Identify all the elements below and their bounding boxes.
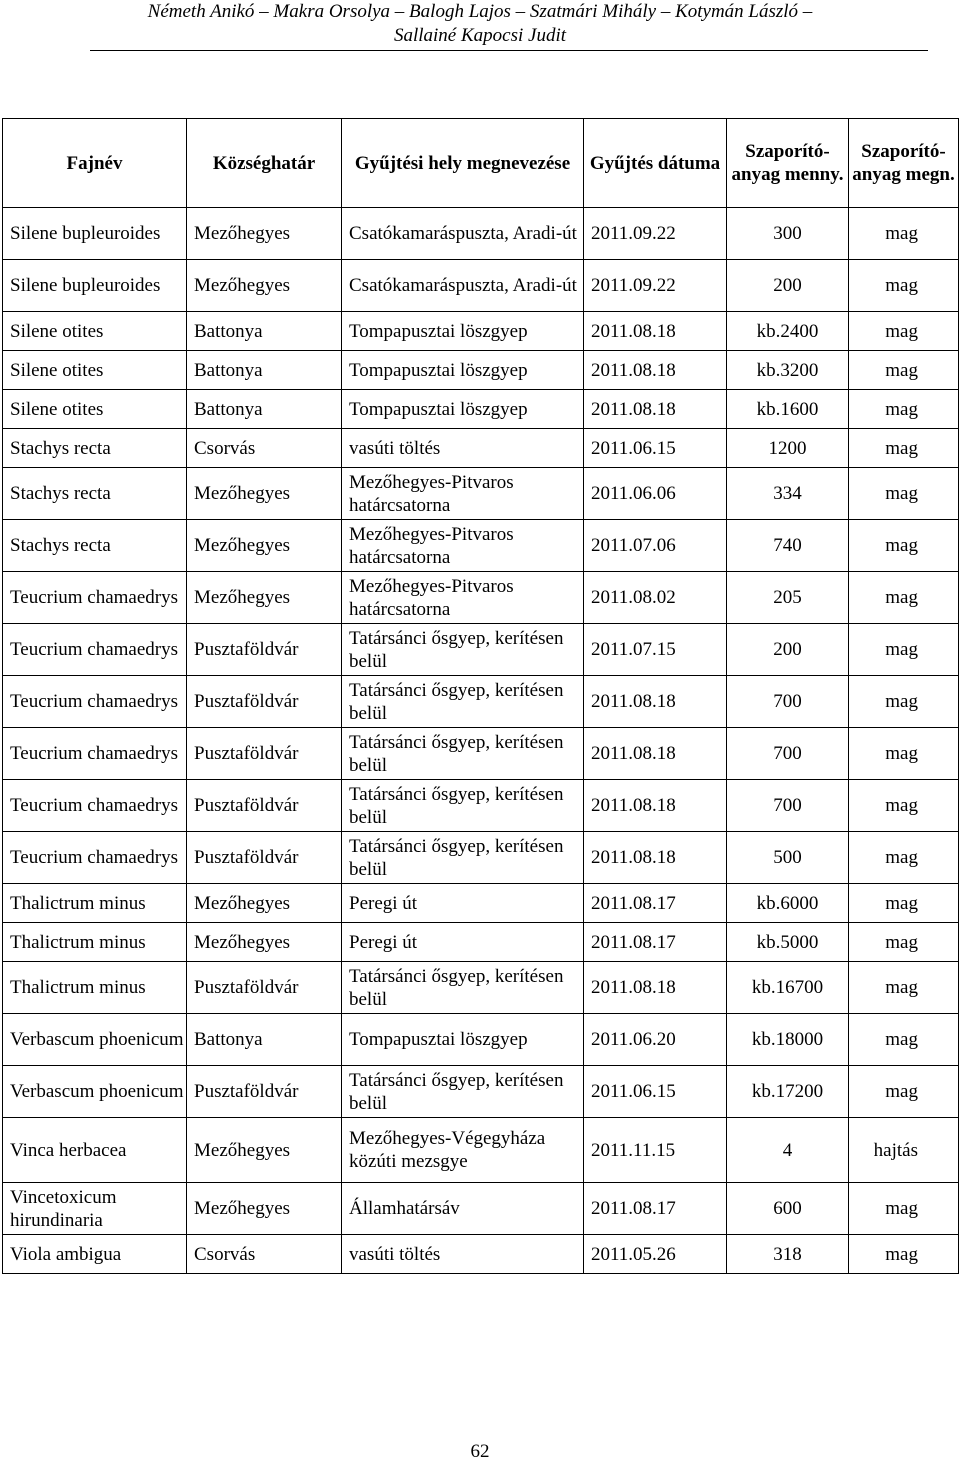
cell-site: Tatársánci ősgyep, kerítésen belül [342, 962, 584, 1014]
cell-date: 2011.08.18 [584, 390, 727, 429]
cell-place: Pusztaföldvár [187, 780, 342, 832]
cell-species: Silene bupleuroides [3, 208, 187, 260]
cell-site: Peregi út [342, 884, 584, 923]
cell-quantity: kb.6000 [727, 884, 849, 923]
cell-species: Silene bupleuroides [3, 260, 187, 312]
cell-quantity: kb.3200 [727, 351, 849, 390]
cell-species: Thalictrum minus [3, 923, 187, 962]
cell-site: Csatókamaráspuszta, Aradi-út [342, 260, 584, 312]
cell-date: 2011.08.17 [584, 923, 727, 962]
cell-place: Pusztaföldvár [187, 1066, 342, 1118]
table-row [3, 923, 959, 962]
cell-place: Pusztaföldvár [187, 962, 342, 1014]
cell-place: Battonya [187, 351, 342, 390]
table-row [3, 429, 959, 468]
cell-place: Mezőhegyes [187, 923, 342, 962]
cell-species: Stachys recta [3, 429, 187, 468]
cell-species: Vinca herbacea [3, 1118, 187, 1183]
col-header-type: Szaporító-anyag megn. [849, 119, 959, 208]
table-row [3, 1118, 959, 1183]
cell-type: mag [849, 962, 959, 1014]
cell-date: 2011.06.15 [584, 1066, 727, 1118]
cell-quantity: 500 [727, 832, 849, 884]
table-row [3, 884, 959, 923]
header-authors-line2: Sallainé Kapocsi Judit [393, 25, 567, 46]
cell-site: Mezőhegyes-Pitvaros határcsatorna [342, 520, 584, 572]
cell-species: Viola ambigua [3, 1235, 187, 1274]
cell-place: Csorvás [187, 1235, 342, 1274]
cell-site: Csatókamaráspuszta, Aradi-út [342, 208, 584, 260]
cell-place: Csorvás [187, 429, 342, 468]
cell-site: Tompapusztai löszgyep [342, 351, 584, 390]
cell-site: Mezőhegyes-Pitvaros határcsatorna [342, 468, 584, 520]
cell-species: Teucrium chamaedrys [3, 624, 187, 676]
cell-date: 2011.08.18 [584, 780, 727, 832]
cell-species: Verbascum phoenicum [3, 1014, 187, 1066]
cell-site: vasúti töltés [342, 1235, 584, 1274]
cell-species: Thalictrum minus [3, 884, 187, 923]
col-header-species: Fajnév [3, 119, 187, 208]
cell-place: Pusztaföldvár [187, 676, 342, 728]
cell-type: mag [849, 572, 959, 624]
cell-site: Tatársánci ősgyep, kerítésen belül [342, 728, 584, 780]
cell-quantity: kb.5000 [727, 923, 849, 962]
cell-type: mag [849, 429, 959, 468]
cell-type: mag [849, 728, 959, 780]
cell-site: Tatársánci ősgyep, kerítésen belül [342, 780, 584, 832]
cell-date: 2011.09.22 [584, 208, 727, 260]
cell-type: mag [849, 624, 959, 676]
cell-date: 2011.08.17 [584, 884, 727, 923]
table-body [3, 208, 959, 1274]
cell-type: mag [849, 923, 959, 962]
header-authors-line1: Németh Anikó – Makra Orsolya – Balogh Lajos – Szatmári Mihály – Kotymán László – [147, 1, 813, 22]
cell-place: Battonya [187, 312, 342, 351]
cell-species: Stachys recta [3, 468, 187, 520]
cell-quantity: 740 [727, 520, 849, 572]
cell-quantity: 205 [727, 572, 849, 624]
cell-place: Battonya [187, 390, 342, 429]
cell-quantity: 600 [727, 1183, 849, 1235]
cell-quantity: 200 [727, 624, 849, 676]
cell-type: mag [849, 312, 959, 351]
table-row [3, 468, 959, 520]
table-row [3, 1235, 959, 1274]
cell-site: Államhatársáv [342, 1183, 584, 1235]
cell-place: Mezőhegyes [187, 208, 342, 260]
table-row [3, 351, 959, 390]
cell-species: Teucrium chamaedrys [3, 832, 187, 884]
cell-species: Verbascum phoenicum [3, 1066, 187, 1118]
table-row [3, 520, 959, 572]
cell-quantity: 4 [727, 1118, 849, 1183]
cell-place: Mezőhegyes [187, 1118, 342, 1183]
table-header-row [3, 119, 959, 208]
cell-date: 2011.08.18 [584, 832, 727, 884]
cell-date: 2011.08.18 [584, 312, 727, 351]
cell-quantity: 1200 [727, 429, 849, 468]
cell-place: Pusztaföldvár [187, 728, 342, 780]
table-row [3, 780, 959, 832]
cell-date: 2011.08.18 [584, 728, 727, 780]
cell-site: Mezőhegyes-Végegyháza közúti mezsgye [342, 1118, 584, 1183]
table-row [3, 208, 959, 260]
col-header-quantity: Szaporító-anyag menny. [727, 119, 849, 208]
table-row [3, 1014, 959, 1066]
cell-site: Tatársánci ősgyep, kerítésen belül [342, 624, 584, 676]
cell-species: Vincetoxicum hirundinaria [3, 1183, 187, 1235]
table-row [3, 1066, 959, 1118]
cell-type: mag [849, 676, 959, 728]
table-row [3, 1183, 959, 1235]
cell-species: Teucrium chamaedrys [3, 676, 187, 728]
cell-place: Mezőhegyes [187, 520, 342, 572]
table-row [3, 728, 959, 780]
table-row [3, 832, 959, 884]
cell-species: Silene otites [3, 312, 187, 351]
table-row [3, 312, 959, 351]
cell-type: mag [849, 351, 959, 390]
table-row [3, 572, 959, 624]
cell-quantity: kb.17200 [727, 1066, 849, 1118]
cell-date: 2011.08.18 [584, 351, 727, 390]
cell-quantity: kb.1600 [727, 390, 849, 429]
cell-quantity: kb.18000 [727, 1014, 849, 1066]
cell-species: Teucrium chamaedrys [3, 780, 187, 832]
cell-site: Tompapusztai löszgyep [342, 390, 584, 429]
cell-type: mag [849, 390, 959, 429]
cell-type: mag [849, 1014, 959, 1066]
cell-date: 2011.09.22 [584, 260, 727, 312]
cell-type: mag [849, 884, 959, 923]
cell-quantity: 700 [727, 728, 849, 780]
cell-date: 2011.07.06 [584, 520, 727, 572]
cell-place: Mezőhegyes [187, 1183, 342, 1235]
cell-place: Mezőhegyes [187, 468, 342, 520]
cell-type: mag [849, 468, 959, 520]
cell-site: Peregi út [342, 923, 584, 962]
cell-type: mag [849, 208, 959, 260]
cell-date: 2011.06.15 [584, 429, 727, 468]
table-row [3, 624, 959, 676]
cell-site: Tompapusztai löszgyep [342, 312, 584, 351]
cell-quantity: 300 [727, 208, 849, 260]
cell-date: 2011.08.18 [584, 962, 727, 1014]
cell-species: Teucrium chamaedrys [3, 572, 187, 624]
header-rule [90, 50, 928, 51]
cell-site: Tompapusztai löszgyep [342, 1014, 584, 1066]
cell-date: 2011.08.18 [584, 676, 727, 728]
cell-site: Mezőhegyes-Pitvaros határcsatorna [342, 572, 584, 624]
table-row [3, 390, 959, 429]
table-row [3, 676, 959, 728]
cell-site: Tatársánci ősgyep, kerítésen belül [342, 832, 584, 884]
cell-species: Silene otites [3, 351, 187, 390]
cell-type: mag [849, 832, 959, 884]
cell-type: mag [849, 1235, 959, 1274]
col-header-site: Gyűjtési hely megnevezése [342, 119, 584, 208]
cell-type: mag [849, 260, 959, 312]
col-header-date: Gyűjtés dátuma [584, 119, 727, 208]
cell-site: Tatársánci ősgyep, kerítésen belül [342, 676, 584, 728]
cell-date: 2011.06.20 [584, 1014, 727, 1066]
cell-date: 2011.11.15 [584, 1118, 727, 1183]
cell-type: mag [849, 520, 959, 572]
cell-site: Tatársánci ősgyep, kerítésen belül [342, 1066, 584, 1118]
cell-place: Mezőhegyes [187, 884, 342, 923]
table-row [3, 962, 959, 1014]
cell-place: Mezőhegyes [187, 260, 342, 312]
cell-type: mag [849, 1183, 959, 1235]
cell-type: mag [849, 1066, 959, 1118]
cell-species: Teucrium chamaedrys [3, 728, 187, 780]
cell-date: 2011.08.02 [584, 572, 727, 624]
page-number: 62 [470, 1441, 490, 1462]
cell-quantity: 200 [727, 260, 849, 312]
cell-place: Mezőhegyes [187, 572, 342, 624]
cell-quantity: 700 [727, 676, 849, 728]
cell-quantity: 700 [727, 780, 849, 832]
cell-type: hajtás [849, 1118, 959, 1183]
cell-place: Pusztaföldvár [187, 624, 342, 676]
cell-date: 2011.08.17 [584, 1183, 727, 1235]
cell-species: Thalictrum minus [3, 962, 187, 1014]
cell-species: Stachys recta [3, 520, 187, 572]
cell-site: vasúti töltés [342, 429, 584, 468]
cell-quantity: 318 [727, 1235, 849, 1274]
collection-table [2, 118, 959, 1274]
col-header-place: Községhatár [187, 119, 342, 208]
cell-type: mag [849, 780, 959, 832]
cell-date: 2011.05.26 [584, 1235, 727, 1274]
cell-date: 2011.06.06 [584, 468, 727, 520]
cell-date: 2011.07.15 [584, 624, 727, 676]
cell-place: Battonya [187, 1014, 342, 1066]
cell-quantity: 334 [727, 468, 849, 520]
table-row [3, 260, 959, 312]
cell-place: Pusztaföldvár [187, 832, 342, 884]
cell-quantity: kb.16700 [727, 962, 849, 1014]
cell-species: Silene otites [3, 390, 187, 429]
cell-quantity: kb.2400 [727, 312, 849, 351]
